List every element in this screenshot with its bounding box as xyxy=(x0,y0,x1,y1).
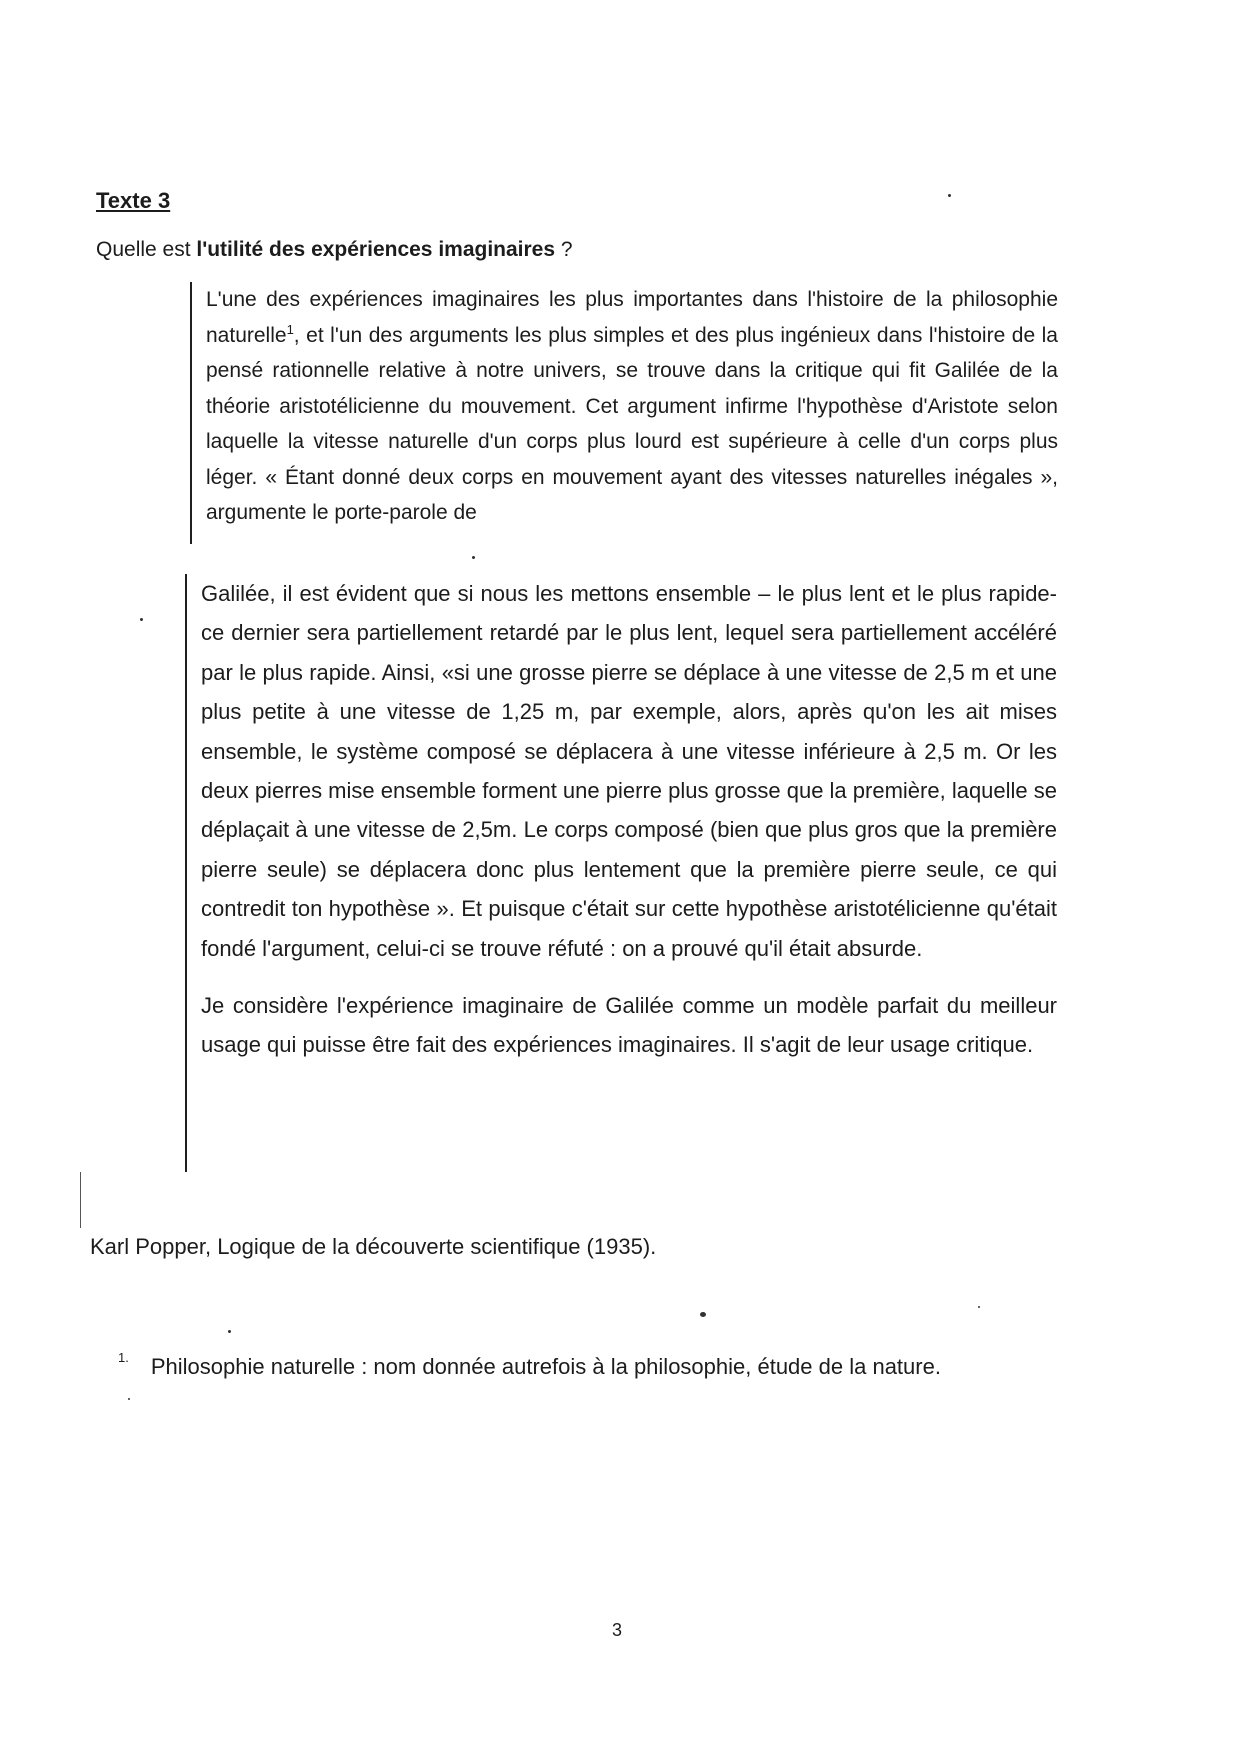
scan-speck xyxy=(140,618,143,621)
question-line xyxy=(96,238,573,262)
scan-speck xyxy=(472,556,475,559)
passage-part1-before-note: L'une des expériences imaginaires les plus importantes dans l'histoire de la philosophie naturelle xyxy=(206,288,1058,347)
passage-paragraph-3: Je considère l'expérience imaginaire de Galilée comme un modèle parfait du meilleur usage qui puisse être fait des expériences imaginaires. Il s'agit de leur usage critique. xyxy=(201,993,1057,1058)
footnote xyxy=(118,1350,1018,1380)
scan-speck xyxy=(700,1312,706,1317)
passage-part1-after-note: , et l'un des arguments les plus simples et des plus ingénieux dans l'histoire de la pensé rationnelle relative à notre univers, se trouve dans la critique qui fit Galilée de la théorie aristotélicienne du mouvement. Cet argument infirme l'hypothèse d'Aristote selon laquelle la vitesse naturelle d'un corps plus lourd est supérieure à celle d'un corps plus léger. « Étant donné deux corps en mouvement ayant des vitesses naturelles inégales », argumente le porte-parole de xyxy=(206,323,1058,524)
question-suffix: ? xyxy=(555,238,573,261)
quote-block-2 xyxy=(185,574,1057,1172)
scan-speck xyxy=(128,1398,130,1400)
question-emphasis: l'utilité des expériences imaginaires xyxy=(196,238,556,261)
scan-speck xyxy=(948,194,951,197)
scan-speck xyxy=(978,1306,980,1308)
source-citation: Karl Popper, Logique de la découverte scientifique (1935). xyxy=(90,1234,657,1259)
passage-paragraph-1 xyxy=(206,282,1058,531)
scan-mark xyxy=(80,1172,81,1228)
page-number: 3 xyxy=(612,1620,623,1640)
section-heading: Texte 3 xyxy=(96,188,171,213)
footnote-number: 1. xyxy=(118,1350,129,1365)
question-prefix: Quelle est xyxy=(96,238,197,261)
footnote-reference: 1 xyxy=(286,321,294,337)
footnote-text: Philosophie naturelle : nom donnée autrefois à la philosophie, étude de la nature. xyxy=(150,1354,941,1379)
quote-block-1 xyxy=(190,282,1058,544)
passage-paragraph-2: Galilée, il est évident que si nous les mettons ensemble – le plus lent et le plus rapide- ce dernier sera partiellement retardé par le plus lent, lequel sera partiellement accéléré par le plus rapide. Ainsi, «si une grosse pierre se déplace à une vitesse de 2,5 m et une plus petite à une vitesse de 1,25 m, par exemple, alors, après qu'on les ait mises ensemble, le système composé se déplacera à une vitesse inférieure à 2,5 m. Or les deux pierres mise ensemble forment une pierre plus grosse que la première, laquelle se déplaçait à une vitesse de 2,5m. Le corps composé (bien que plus gros que la première pierre seule) se déplacera donc plus lentement que la première pierre seule, ce qui contredit ton hypothèse ». Et puisque c'était sur cette hypothèse aristotélicienne qu'était fondé l'argument, celui-ci se trouve réfuté : on a prouvé qu'il était absurde. xyxy=(201,581,1058,961)
scan-speck xyxy=(228,1330,231,1333)
